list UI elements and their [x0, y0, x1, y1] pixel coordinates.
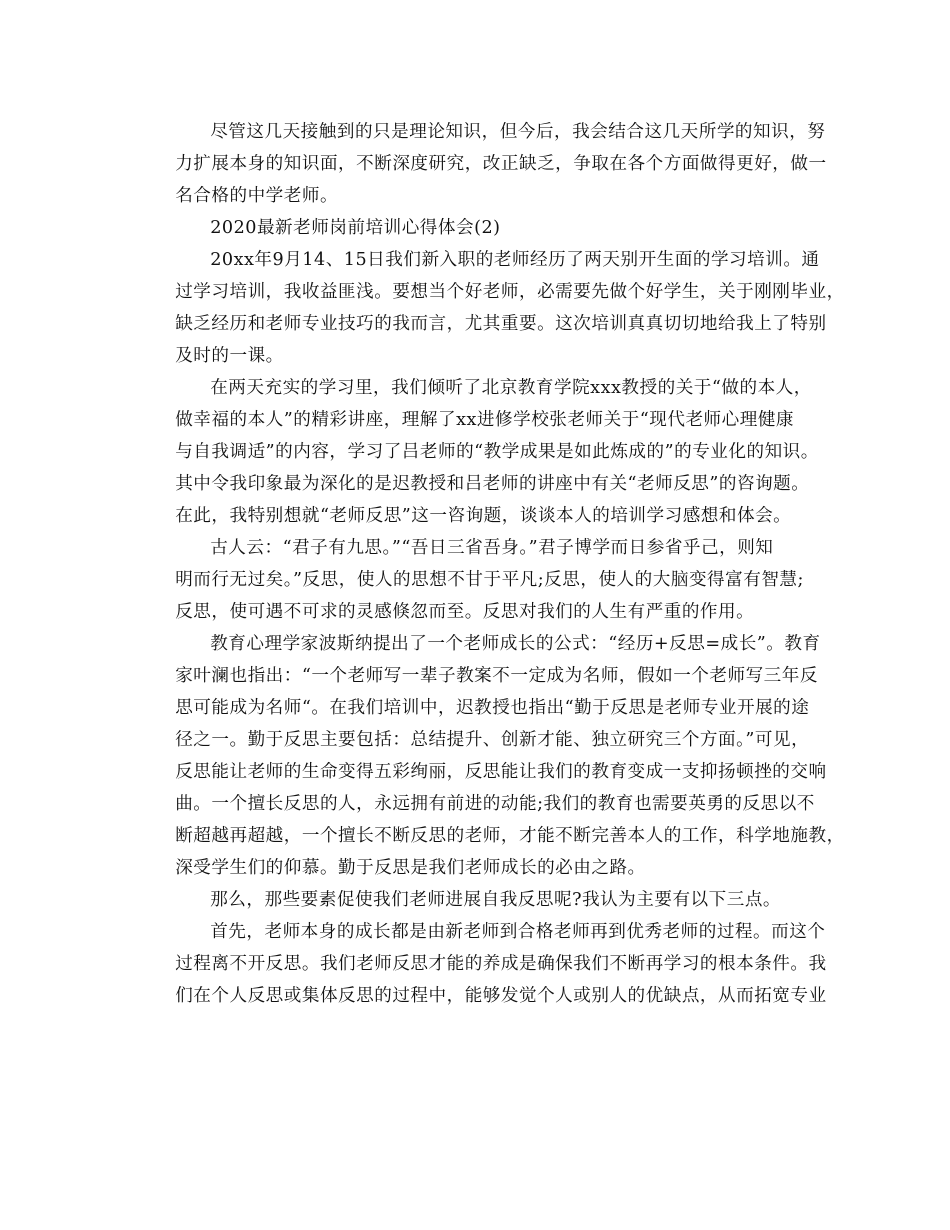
paragraph	[140, 116, 827, 212]
text-line: 家叶澜也指出：“一个老师写一辈子教案不一定成为名师，假如一个老师写三年反	[175, 666, 818, 686]
text-line: 其中令我印象最为深化的是迟教授和吕老师的讲座中有关“老师反思”的咨询题。	[175, 474, 810, 494]
text-line: 首先，老师本身的成长都是由新老师到合格老师再到优秀老师的过程。而这个	[210, 922, 826, 942]
text-line: 古人云：“君子有九思。”“吾日三省吾身。”君子博学而日参省乎己，则知	[210, 538, 774, 558]
text-line: 明而行无过矣。”反思，使人的思想不甘于平凡;反思，使人的大脑变得富有智慧;	[175, 570, 804, 590]
text-line: 教育心理学家波斯纳提出了一个老师成长的公式：“经历+反思=成长”。教育	[210, 634, 821, 654]
text-line: 径之一。勤于反思主要包括：总结提升、创新才能、独立研究三个方面。”可见，	[175, 730, 810, 750]
text-line: 深受学生们的仰慕。勤于反思是我们老师成长的必由之路。	[175, 858, 646, 878]
text-line: 做幸福的本人”的精彩讲座，理解了xx进修学校张老师关于“现代老师心理健康	[175, 410, 795, 430]
text-line: 反思，使可遇不可求的灵感倏忽而至。反思对我们的人生有严重的作用。	[175, 602, 755, 622]
text-line: 尽管这几天接触到的只是理论知识，但今后，我会结合这几天所学的知识，努	[210, 122, 826, 142]
text-line: 思可能成为名师“。在我们培训中，迟教授也指出“勤于反思是老师专业开展的途	[175, 698, 810, 718]
text-line: 与自我调适”的内容，学习了吕老师的“教学成果是如此炼成的”的专业化的知识。	[175, 442, 819, 462]
text-line: 名合格的中学老师。	[175, 186, 339, 206]
text-line: 过程离不开反思。我们老师反思才能的养成是确保我们不断再学习的根本条件。我	[175, 954, 827, 974]
text-line: 力扩展本身的知识面，不断深度研究，改正缺乏，争取在各个方面做得更好，做一	[175, 154, 827, 174]
text-line: 在此，我特别想就“老师反思”这一咨询题，谈谈本人的培训学习感想和体会。	[175, 506, 792, 526]
text-line: 过学习培训，我收益匪浅。要想当个好老师，必需要先做个好学生，关于刚刚毕业，	[175, 282, 845, 302]
text-line: 缺乏经历和老师专业技巧的我而言，尤其重要。这次培训真真切切地给我上了特别	[175, 314, 827, 334]
paragraph	[140, 884, 812, 916]
heading-line: 2020最新老师岗前培训心得体会(2)	[210, 218, 501, 238]
text-line: 断超越再超越，一个擅长不断反思的老师，才能不断完善本人的工作，科学地施教，	[175, 826, 845, 846]
section-heading	[140, 212, 812, 244]
text-line: 曲。一个擅长反思的人，永远拥有前进的动能;我们的教育也需要英勇的反思以不	[175, 794, 815, 814]
text-line: 在两天充实的学习里，我们倾听了北京教育学院xxx教授的关于“做的本人，	[210, 378, 812, 398]
paragraph	[140, 532, 812, 628]
paragraph	[140, 916, 827, 1012]
text-line: 20xx年9月14、15日我们新入职的老师经历了两天别开生面的学习培训。通	[210, 250, 820, 270]
text-line: 反思能让老师的生命变得五彩绚丽，反思能让我们的教育变成一支抑扬顿挫的交响	[175, 762, 827, 782]
document-body	[140, 116, 845, 1012]
paragraph	[140, 628, 845, 884]
paragraph	[140, 372, 819, 532]
text-line: 及时的一课。	[175, 346, 284, 366]
text-line: 们在个人反思或集体反思的过程中，能够发觉个人或别人的优缺点，从而拓宽专业	[175, 986, 827, 1006]
text-line: 那么，那些要素促使我们老师进展自我反思呢?我认为主要有以下三点。	[210, 890, 782, 910]
paragraph	[140, 244, 845, 372]
